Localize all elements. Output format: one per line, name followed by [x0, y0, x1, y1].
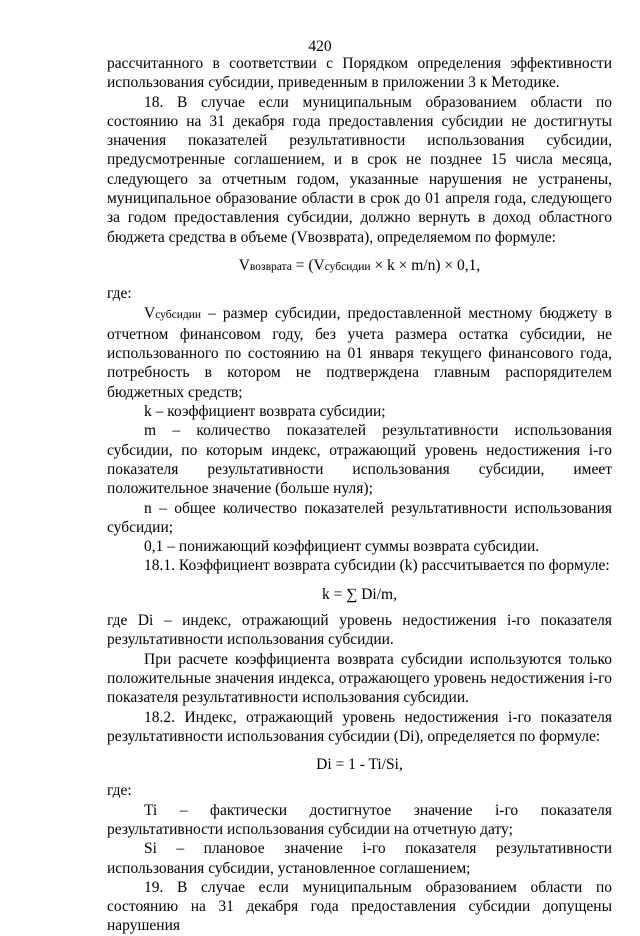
paragraph: рассчитанного в соответствии с Порядком определения эффективности использования субсидии, приведенным в приложении 3 к Методике. [107, 55, 612, 92]
formula-text: = (V [291, 256, 325, 274]
paragraph: m – количество показателей результативности использования субсидии, по которым индекс, отражающий уровень недостижения i-го показателя результативности использования субсидии, имеет положительное значение (больше нуля); [107, 422, 612, 498]
formula-subscript: субсидии [324, 260, 371, 273]
paragraph: 0,1 – понижающий коэффициент суммы возврата субсидии. [144, 538, 540, 556]
paragraph: n – общее количество показателей результативности использования субсидии; [107, 499, 612, 536]
formula-symbol: V [238, 256, 250, 274]
document-body [107, 54, 612, 936]
formula-subscript: возврата [249, 260, 292, 273]
paragraph: При расчете коэффициента возврата субсидии используются только положительные значения индекса, отражающего уровень недостижения i-го показателя результативности использования субсидии. [107, 650, 612, 707]
formula-symbol: V [144, 304, 156, 322]
paragraph [107, 304, 612, 402]
where-label: где: [107, 285, 132, 303]
where-label: где: [107, 782, 132, 800]
paragraph: Ti – фактически достигнутое значение i-го показателя результативности использования субсидии на отчетную дату; [107, 801, 612, 838]
paragraph: 18.2. Индекс, отражающий уровень недостижения i-го показателя результативности использования субсидии (Di), определяется по формуле: [107, 708, 612, 745]
formula: k = ∑ Di/m, [322, 585, 397, 603]
paragraph: k – коэффициент возврата субсидии; [144, 403, 386, 421]
paragraph: 18. В случае если муниципальным образованием области по состоянию на 31 декабря года предоставления субсидии не достигнуты значения показателей результативности использования субсидии, предусмотренные соглашением, и в срок не позднее 15 числа месяца, следующего за отчетным годом, указанные нарушения не устранены, муниципальное образование области в срок до 01 апреля года, следующего за годом предоставления субсидии, должно вернуть в доход областного бюджета средства в объеме (Vвозврата), определяемом по формуле: [107, 93, 612, 246]
page-number: 420 [308, 38, 332, 55]
formula [107, 256, 612, 277]
paragraph: Si – плановое значение i-го показателя результативности использования субсидии, установленное соглашением; [107, 840, 612, 877]
paragraph-text: – размер субсидии, предоставленной местному бюджету в отчетном финансовом году, без учета размера остатка субсидии, не использованного по состоянию на 01 января текущего финансового года, потребность в котором не подтверждена главным распорядителем бюджетных средств; [107, 304, 612, 401]
formula-subscript: субсидии [155, 308, 202, 321]
paragraph: где Di – индекс, отражающий уровень недостижения i-го показателя результативности использования субсидии. [107, 612, 612, 649]
formula: Di = 1 - Ti/Si, [316, 756, 403, 774]
paragraph: 19. В случае если муниципальным образованием области по состоянию на 31 декабря года предоставления субсидии допущены нарушения [107, 878, 612, 935]
formula-text: × k × m/n) × 0,1, [370, 256, 481, 274]
paragraph: 18.1. Коэффициент возврата субсидии (k) рассчитывается по формуле: [144, 557, 610, 575]
